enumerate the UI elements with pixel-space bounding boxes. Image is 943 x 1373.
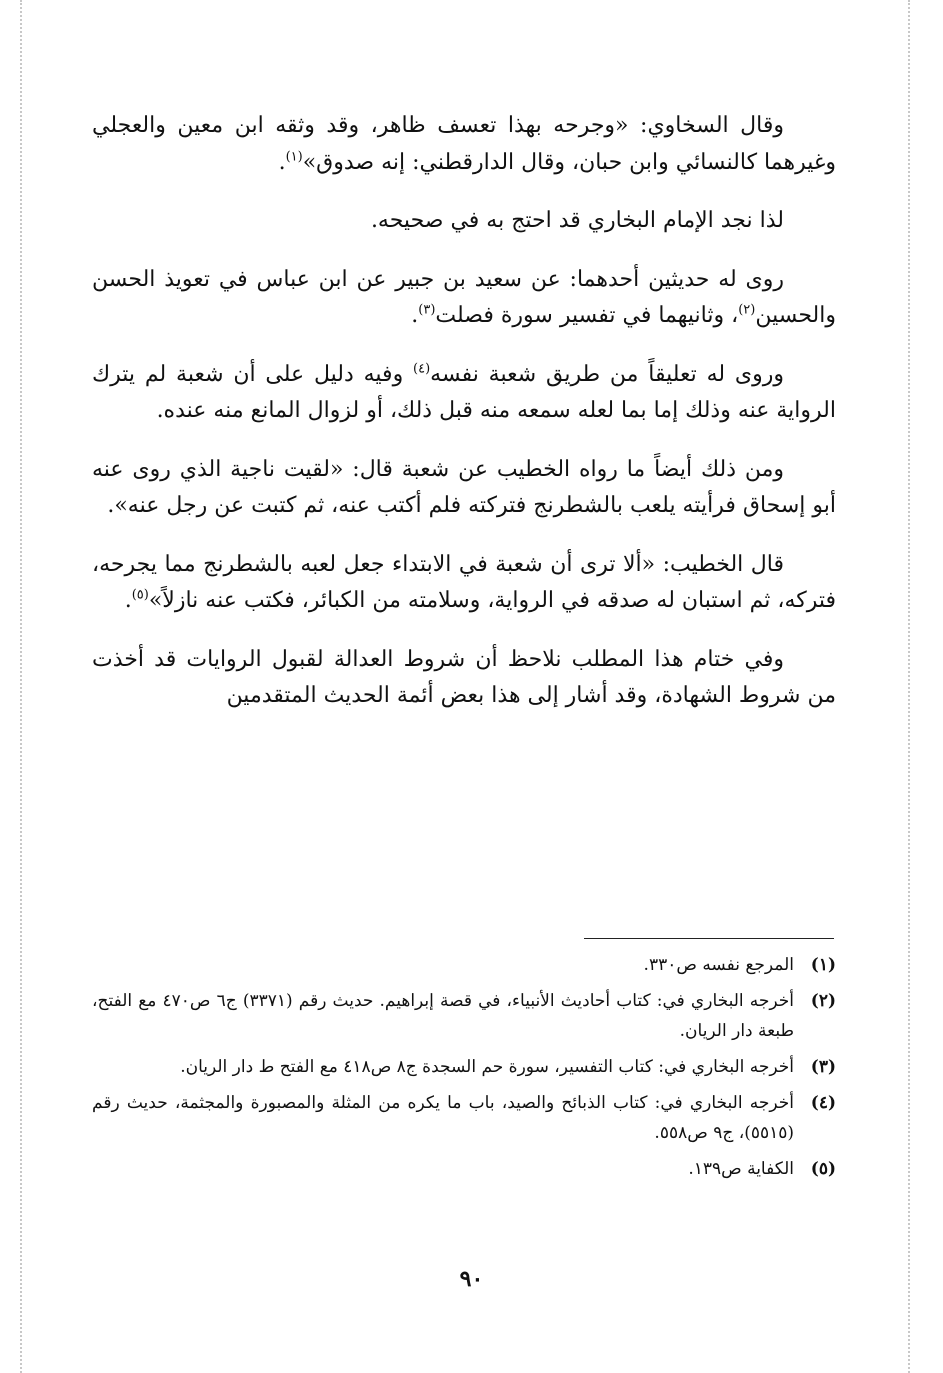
paragraph-1: [92, 108, 836, 181]
paragraph-text: وقال السخاوي: «وجرحه بهذا تعسف ظاهر، وقد وثقه ابن معين والعجلي وغيرهما كالنسائي وابن حبان، وقال الدارقطني: إنه صدوق»: [92, 113, 836, 175]
paragraph-text: ومن ذلك أيضاً ما رواه الخطيب عن شعبة قال: «لقيت ناجية الذي روى عنه أبو إسحاق فرأيته يلعب بالشطرنج فتركته فلم أكتب عنه، ثم كتبت عن رجل عنه».: [92, 456, 836, 518]
footnote-2: [92, 986, 836, 1046]
paragraph-tail: .: [411, 303, 419, 328]
footnote-text: أخرجه البخاري في: كتاب التفسير، سورة حم السجدة ج٨ ص٤١٨ مع الفتح ط دار الريان.: [180, 1057, 794, 1077]
footnote-3: [92, 1052, 836, 1082]
footnote-ref: (٣): [418, 302, 436, 318]
paragraph-5: [92, 452, 836, 525]
footnote-ref: (٢): [738, 302, 756, 318]
footnote-number: (٢): [810, 991, 836, 1011]
paragraph-text: روى له حديثين أحدهما: عن سعيد بن جبير عن ابن عباس في تعويذ الحسن والحسين: [92, 266, 836, 328]
footnote-number: (١): [810, 955, 836, 975]
paragraph-tail: ، وثانيهما في تفسير سورة فصلت: [435, 303, 739, 328]
footnotes: [92, 950, 836, 1190]
page-number: ٩٠: [459, 1266, 484, 1292]
left-margin-dots: [20, 0, 22, 1373]
right-margin-dots: [908, 0, 910, 1373]
paragraph-text: وروى له تعليقاً من طريق شعبة نفسه: [430, 361, 785, 387]
footnote-text: أخرجه البخاري في: كتاب الذبائح والصيد، باب ما يكره من المثلة والمصبورة والمجثمة، حديث رقم (٥٥١٥)، ج٩ ص٥٥٨.: [92, 1093, 794, 1143]
paragraph-7: [92, 642, 836, 715]
footnote-4: [92, 1088, 836, 1148]
footnote-text: أخرجه البخاري في: كتاب أحاديث الأنبياء، في قصة إبراهيم. حديث رقم (٣٣٧١) ج٦ ص٤٧٠ مع الفتح، طبعة دار الريان.: [92, 991, 794, 1041]
footnote-5: [92, 1154, 836, 1184]
footnote-number: (٤): [810, 1093, 836, 1113]
footnote-number: (٣): [810, 1057, 836, 1077]
footnote-ref: (٤): [413, 361, 431, 377]
paragraph-text: وفي ختام هذا المطلب نلاحظ أن شروط العدالة لقبول الروايات قد أخذت من شروط الشهادة، وقد أشار إلى هذا بعض أئمة الحديث المتقدمين: [92, 646, 836, 708]
paragraph-6: [92, 547, 836, 620]
paragraph-2: [92, 203, 836, 240]
paragraph-text: لذا نجد الإمام البخاري قد احتج به في صحيحه.: [370, 208, 784, 233]
footnote-text: الكفاية ص١٣٩.: [688, 1159, 794, 1179]
footnote-separator: [584, 938, 834, 939]
footnote-ref: (١): [285, 149, 303, 165]
paragraph-4: [92, 357, 836, 430]
paragraph-tail: وفيه دليل على أن شعبة لم يترك الرواية عنه وذلك إما بما لعله سمعه منه قبل ذلك، أو لزوال المانع منه عنده.: [92, 361, 836, 423]
paragraph-tail: .: [124, 588, 132, 613]
footnote-1: [92, 950, 836, 980]
paragraph-3: [92, 262, 836, 335]
footnote-number: (٥): [810, 1159, 836, 1179]
footnote-ref: (٥): [131, 587, 149, 603]
footnote-text: المرجع نفسه ص٣٣٠.: [643, 955, 794, 975]
paragraph-text: قال الخطيب: «ألا ترى أن شعبة في الابتداء جعل لعبه بالشطرنج مما يجرحه، فتركه، ثم استبان له صدقه في الرواية، وسلامته من الكبائر، فكتب عنه نازلاً»: [92, 551, 836, 613]
main-text: [92, 108, 836, 737]
paragraph-tail: .: [278, 149, 286, 175]
